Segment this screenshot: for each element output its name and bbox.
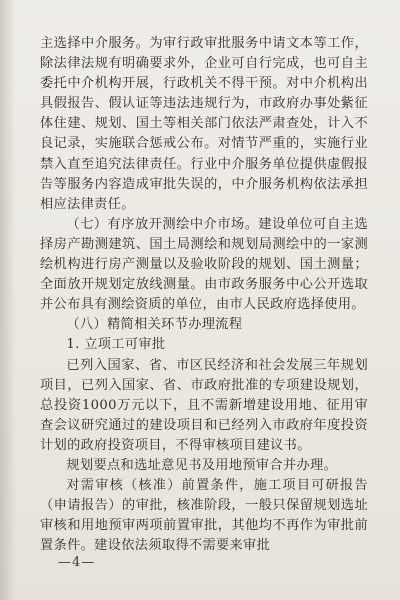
section-heading: （八）精简相关环节办理流程 <box>66 317 243 333</box>
subsection-heading: 1. 立项工可审批 <box>66 337 166 353</box>
document-body <box>40 34 368 556</box>
paragraph-preconditions: 对需审核（核准）前置条件，施工项目可研报告（申请报告）的审批，核准阶段，一般只保留规划选址审核和用地预审两项前置审批，其他均不再作为审批前置条件。建设依法须取得不需要来审批 <box>40 478 368 554</box>
paragraph-project-approval: 已列入国家、省、市区民经济和社会发展三年规划项目，已列入国家、省、市政府批准的专项建设规划，总投资1000万元以下，且不需新增建设用地、征用审查会议研究通过的建设项目和已经列入市政府年度投资计划的政府投资项目，不得审核项目建议书。 <box>40 357 368 453</box>
page-edge-shadow <box>0 0 16 600</box>
paragraph-merged-handling: 规划要点和选址意见书及用地预审合并办理。 <box>66 457 338 473</box>
paragraph-continued: 主选择中介服务。为审行政审批服务中请文本等工作，除法律法规有明确要求外，企业可自行完成，也可自主委托中介机构开展，行政机关不得干预。对中介机构出具假报告、假认证等违法违规行为，市政府办事处紫征体住建、规划、国土等相关部门依法严肃查处，计入不良记录，实施联合惩戒公布。对情节严重的，实施行业禁入直至追究法律责任。行业中介服务单位提供虚假报告等服务内容造成审批失误的，中介服务机构依法承担相应法律责任。 <box>40 36 368 212</box>
page-number: —4— <box>58 555 96 570</box>
paragraph-surveying-market: （七）有序放开测绘中介市场。建设单位可自主选择房产勘测建筑、国土局测绘和规划局测绘中的一家测绘机构进行房产测量以及验收阶段的规划、国土测量；全面放开规划定放线测量。由市政务服务中心公开选取并公布具有测绘资质的单位，由市人民政府选择使用。 <box>40 216 368 313</box>
